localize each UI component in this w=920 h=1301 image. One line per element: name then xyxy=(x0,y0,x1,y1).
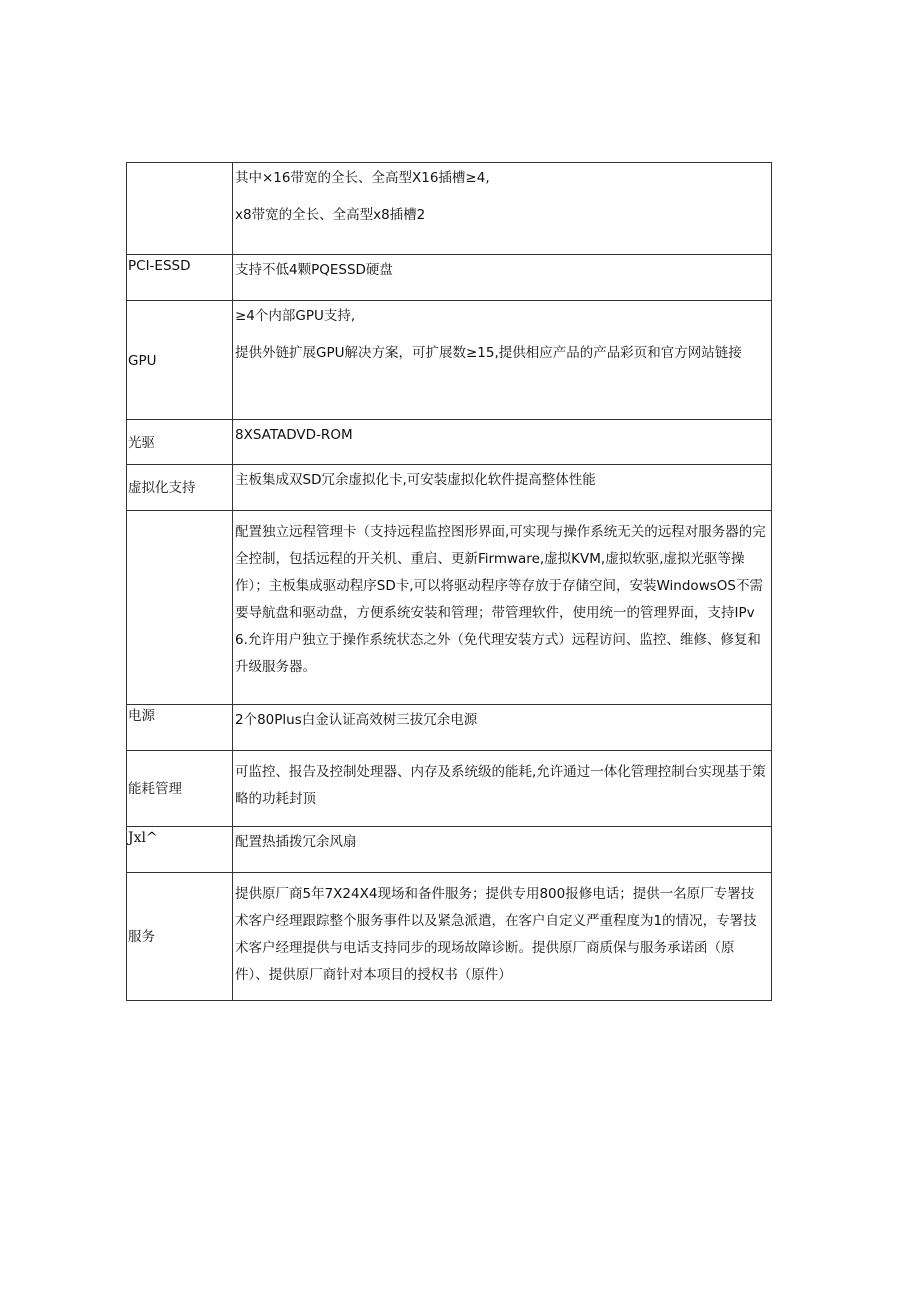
row-value-cell xyxy=(233,511,772,705)
row-label: 能耗管理 xyxy=(128,781,182,797)
row-label: Jxl^ xyxy=(128,830,158,846)
row-label: 服务 xyxy=(128,929,155,945)
row-value-line: x8带宽的全长、全高型x8插槽2 xyxy=(235,207,426,223)
row-label: 虚拟化支持 xyxy=(128,480,196,496)
table-row xyxy=(127,420,772,465)
table-row xyxy=(127,751,772,827)
row-label: PCI-ESSD xyxy=(128,258,191,274)
row-value-cell xyxy=(233,873,772,1001)
spec-table xyxy=(126,162,772,1001)
row-value-line: 配置独立远程管理卡（支持远程监控图形界面,可实现与操作系统无关的远程对服务器的完全控制，包括远程的开关机、重启、更新Firmware,虚拟KVM,虚拟软驱,虚拟光驱等操作）；主板集成驱动程序SD卡,可以将驱动程序等存放于存储空间，安装WindowsOS不需要导航盘和驱动盘，方便系统安装和管理；带管理软件，使用统一的管理界面，支持IPv6.允许用户独立于操作系统状态之外（免代理安装方式）远程访问、监控、维修、修复和升级服务器。 xyxy=(235,524,766,675)
table-row xyxy=(127,163,772,255)
row-value-cell xyxy=(233,751,772,827)
row-label-cell xyxy=(127,705,233,751)
row-label-cell xyxy=(127,511,233,705)
row-label-cell xyxy=(127,301,233,420)
row-label-cell xyxy=(127,420,233,465)
row-label-cell xyxy=(127,827,233,873)
row-value-cell xyxy=(233,420,772,465)
row-value-line: 可监控、报告及控制处理器、内存及系统级的能耗,允许通过一体化管理控制台实现基于策略的功耗封顶 xyxy=(235,764,766,807)
row-value-cell xyxy=(233,163,772,255)
row-value-line: 提供原厂商5年7X24X4现场和备件服务；提供专用800报修电话；提供一名原厂专署技术客户经理跟踪整个服务事件以及紧急派遣，在客户自定义严重程度为1的情况，专署技术客户经理提供与电话支持同步的现场故障诊断。提供原厂商质保与服务承诺函（原件）、提供原厂商针对本项目的授权书（原件） xyxy=(235,886,757,983)
row-value-line: 提供外链扩展GPU解决方案，可扩展数≥15,提供相应产品的产品彩页和官方网站链接 xyxy=(235,345,742,361)
row-label-cell xyxy=(127,255,233,301)
table-row xyxy=(127,301,772,420)
table-row xyxy=(127,873,772,1001)
row-value-line: 8XSATADVD-ROM xyxy=(235,427,353,443)
row-value-line: 主板集成双SD冗余虚拟化卡,可安装虚拟化软件提高整体性能 xyxy=(235,472,596,488)
row-value-cell xyxy=(233,827,772,873)
row-value-cell xyxy=(233,301,772,420)
row-value-line: 配置热插拨冗余风扇 xyxy=(235,834,357,850)
row-value-line: ≥4个内部GPU支持, xyxy=(235,308,356,324)
row-label-cell xyxy=(127,163,233,255)
table-row xyxy=(127,705,772,751)
row-value-line: 2个80Plus白金认证高效树三拔冗余电源 xyxy=(235,712,478,728)
table-row xyxy=(127,511,772,705)
row-label: GPU xyxy=(128,352,157,369)
row-value-line: 支持不低4颗PQESSD硬盘 xyxy=(235,262,393,278)
row-value-cell xyxy=(233,255,772,301)
row-value-line: 其中×16带宽的全长、全高型X16插槽≥4, xyxy=(235,170,490,186)
table-row xyxy=(127,465,772,511)
row-label: 电源 xyxy=(128,708,155,724)
row-label: 光驱 xyxy=(128,434,155,451)
row-label-cell xyxy=(127,751,233,827)
row-label-cell xyxy=(127,465,233,511)
table-row xyxy=(127,255,772,301)
row-value-cell xyxy=(233,465,772,511)
row-label-cell xyxy=(127,873,233,1001)
row-value-cell xyxy=(233,705,772,751)
table-row xyxy=(127,827,772,873)
